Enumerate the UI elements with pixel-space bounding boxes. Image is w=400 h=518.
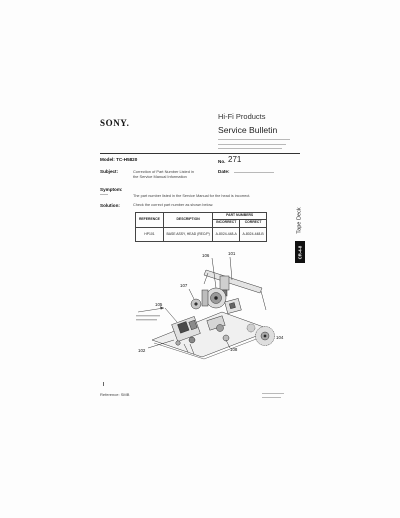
illegible-symptom-note — [100, 194, 108, 195]
callout-label: 102 — [138, 348, 146, 353]
model-value: TC-H5820 — [116, 157, 138, 162]
footer-reference-value: SMB — [120, 392, 130, 397]
scan-mark — [103, 382, 104, 386]
illegible-note-line — [136, 315, 160, 316]
header-correct: CORRECT — [240, 220, 267, 227]
subject-line-2: the Service Manual Information — [133, 174, 187, 179]
table-row — [136, 227, 267, 242]
header-description: DESCRIPTION — [163, 213, 212, 228]
section-code: CR-4-8 — [297, 245, 303, 259]
note-arrow — [138, 308, 164, 312]
header-product-line: Hi-Fi Products — [218, 112, 266, 121]
date-label: Date: — [218, 169, 230, 174]
motor-body — [220, 276, 229, 290]
callout-label: 107 — [180, 283, 188, 288]
solution-text: Check the correct part number as shown below. — [133, 203, 214, 207]
callout-label: 104 — [276, 335, 284, 340]
header-part-numbers: PART NUMBERS — [213, 213, 267, 220]
solution-label: Solution: — [100, 203, 120, 208]
callout-label: 105 — [155, 302, 163, 307]
illegible-footer-line — [262, 397, 281, 398]
header-reference: REFERENCE — [136, 213, 164, 228]
exploded-view-diagram — [130, 248, 280, 360]
capstan-housing — [202, 290, 208, 306]
head-screw — [189, 337, 195, 343]
header-document-type: Service Bulletin — [218, 125, 278, 135]
footer-reference — [100, 393, 129, 397]
cell-reference: HP101 — [136, 227, 164, 242]
cell-correct: A-8024-448-B — [240, 227, 267, 242]
sony-logo: SONY. — [100, 118, 130, 128]
section-code-tab — [295, 241, 305, 263]
illegible-date-value — [234, 172, 274, 174]
model-field — [100, 158, 137, 163]
illegible-footer-line — [262, 393, 284, 394]
table-header-row — [136, 213, 267, 220]
leader-line — [189, 289, 194, 299]
leader-line — [165, 308, 177, 322]
footer-reference-label: Reference: — [100, 392, 120, 397]
model-label: Model: — [100, 157, 115, 162]
symptom-label: Symptom: — [100, 187, 123, 192]
header-divider — [100, 153, 300, 154]
section-tab-label: Tape Deck — [296, 207, 303, 234]
leader-line — [230, 257, 232, 280]
illegible-address-line — [218, 139, 290, 140]
callout-label: 101 — [228, 251, 236, 256]
chassis-plate — [152, 312, 272, 357]
bulletin-number-label: No. — [218, 158, 226, 164]
header-incorrect: INCORRECT — [213, 220, 240, 227]
bulletin-number-value: 271 — [228, 155, 242, 164]
bracket-arm — [261, 291, 266, 310]
part-number-table — [135, 212, 267, 242]
illegible-address-line — [218, 148, 282, 149]
small-gear — [247, 324, 255, 332]
callout-label: 106 — [202, 253, 210, 258]
symptom-text: The part number listed in the Service Manual for the head is incorrect. — [133, 194, 251, 198]
subject-label: Subject: — [100, 169, 119, 174]
cell-incorrect: A-8024-448-A — [213, 227, 240, 242]
subject-line-1: Correction of Part Number Listed in — [133, 169, 194, 174]
head-screw — [176, 341, 180, 345]
cell-description: BASE ASSY, HEAD (REC/P) — [163, 227, 212, 242]
callout-label: 108 — [230, 347, 238, 352]
illegible-address-line — [218, 144, 286, 145]
illegible-note-line — [136, 319, 157, 320]
